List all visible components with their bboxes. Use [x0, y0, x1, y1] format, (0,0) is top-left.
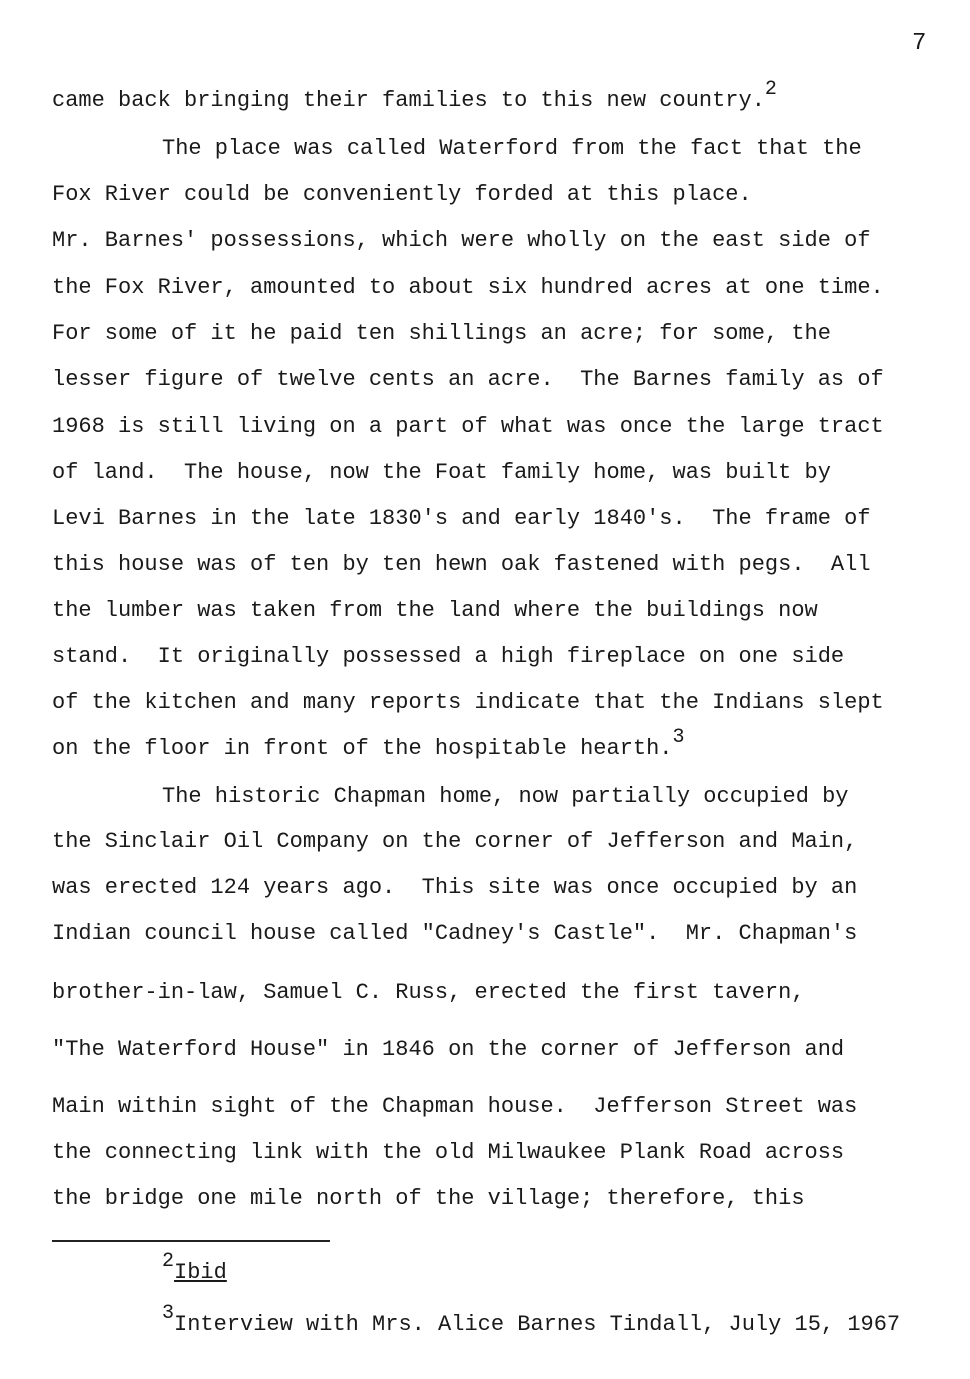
body-line-2: The place was called Waterford from the fact that the [162, 136, 862, 161]
body-line-5: the Fox River, amounted to about six hundred acres at one time. [52, 275, 884, 300]
body-line-16: The historic Chapman home, now partially occupied by [162, 784, 849, 809]
footnote-rule [52, 1240, 330, 1242]
body-line-14: of the kitchen and many reports indicate that the Indians slept [52, 690, 884, 715]
body-line-8: 1968 is still living on a part of what was once the large tract [52, 414, 884, 439]
body-line-13: stand. It originally possessed a high fireplace on one side [52, 644, 845, 669]
body-line-3: Fox River could be conveniently forded at this place. [52, 182, 752, 207]
body-line-9: of land. The house, now the Foat family home, was built by [52, 460, 831, 485]
footnote-3-text: Interview with Mrs. Alice Barnes Tindall, July 15, 1967 [174, 1312, 901, 1337]
footnote-2 [162, 1249, 227, 1285]
body-line-24: the bridge one mile north of the village; therefore, this [52, 1186, 805, 1211]
page-number: 7 [912, 30, 927, 57]
body-line-17: the Sinclair Oil Company on the corner of Jefferson and Main, [52, 829, 858, 854]
body-line-22: Main within sight of the Chapman house. Jefferson Street was [52, 1094, 858, 1119]
body-line-11: this house was of ten by ten hewn oak fastened with pegs. All [52, 552, 871, 577]
footnote-ref-2: 2 [764, 77, 777, 101]
footnote-ref-3: 3 [672, 725, 685, 749]
footnote-marker-3: 3 [162, 1301, 175, 1325]
body-line-7: lesser figure of twelve cents an acre. The Barnes family as of [52, 367, 884, 392]
body-line-21: "The Waterford House" in 1846 on the corner of Jefferson and [52, 1037, 845, 1062]
body-line-4: Mr. Barnes' possessions, which were wholly on the east side of [52, 228, 871, 253]
body-line-15: on the floor in front of the hospitable hearth.$^3$ [52, 725, 685, 761]
body-line-18: was erected 124 years ago. This site was once occupied by an [52, 875, 858, 900]
footnote-marker-2: 2 [162, 1249, 175, 1273]
body-line-23: the connecting link with the old Milwaukee Plank Road across [52, 1140, 845, 1165]
footnote-2-text: Ibid [174, 1260, 227, 1285]
body-line-20: brother-in-law, Samuel C. Russ, erected the first tavern, [52, 980, 805, 1005]
body-line-19: Indian council house called "Cadney's Castle". Mr. Chapman's [52, 921, 858, 946]
body-line-1: came back bringing their families to this new country.$^2$ [52, 77, 777, 113]
body-line-10: Levi Barnes in the late 1830's and early 1840's. The frame of [52, 506, 871, 531]
body-line-12: the lumber was taken from the land where the buildings now [52, 598, 818, 623]
footnote-3 [162, 1301, 901, 1337]
body-line-6: For some of it he paid ten shillings an acre; for some, the [52, 321, 831, 346]
